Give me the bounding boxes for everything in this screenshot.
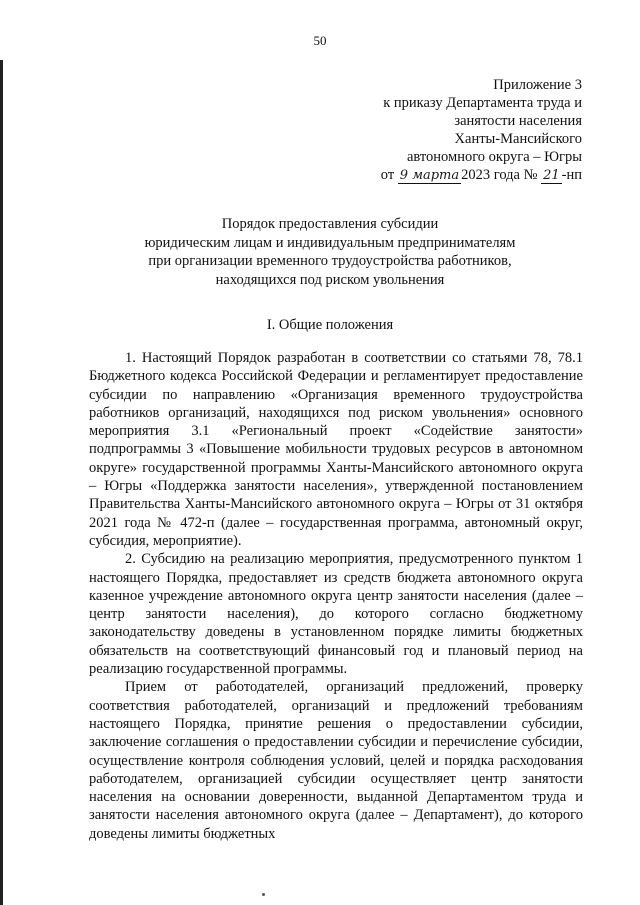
date-suffix: 2023 года № — [461, 167, 538, 183]
number-suffix: -нп — [561, 167, 582, 183]
section-title: I. Общие положения — [266, 317, 394, 333]
appendix-line: Приложение 3 — [493, 77, 582, 93]
appendix-date-line — [282, 166, 582, 184]
title-line: Порядок предоставления субсидии — [221, 216, 439, 232]
title-line: юридическим лицам и индивидуальным предпринимателям — [144, 234, 516, 251]
scan-left-edge — [0, 60, 3, 905]
paragraph-2: 2. Субсидию на реализацию мероприятия, предусмотренного пунктом 1 настоящего Порядка, предоставляет из средств бюджета автономного округа казенное учреждение автономного округа центр занятости населения (далее – центр занятости населения), до которого согласно бюджетному законодательству доведены в установленном порядке лимиты бюджетных обязательств на соответствующий финансовый год и плановый период на реализацию государственной программы. — [89, 551, 583, 678]
appendix-header — [282, 76, 582, 184]
scan-dust-mark — [262, 893, 265, 896]
title-line: находящихся под риском увольнения — [215, 271, 445, 288]
appendix-line: Ханты-Мансийского — [454, 131, 582, 147]
title-line: при организации временного трудоустройства работников, — [148, 253, 512, 269]
handwritten-date: 9 марта — [399, 168, 460, 183]
paragraph-3: Прием от работодателей, организаций предложений, проверку соответствия работодателей, организаций и предложений требованиям настоящего Порядка, принятие решения о предоставлении субсидии, заключение соглашения о предоставлении субсидии и перечисление субсидии, осуществление контроля соблюдения условий, целей и порядка расходования работодателем, организацией субсидии осуществляет центр занятости населения на основании доверенности, выданной Департаментом труда и занятости населения автономного округа (далее – Департамент), до которого доведены лимиты бюджетных — [89, 679, 583, 842]
document-title — [60, 215, 600, 289]
document-body — [89, 349, 583, 843]
paragraph-1: 1. Настоящий Порядок разработан в соответствии со статьями 78, 78.1 Бюджетного кодекса Российской Федерации и регламентирует предоставление субсидии по направлению «Организация временного трудоустройства работников организаций, находящихся под риском увольнения» основного мероприятия 3.1 «Региональный проект «Содействие занятости» подпрограммы 3 «Повышение мобильности трудовых ресурсов в автономном округе» государственной программы Ханты-Мансийского автономного округа – Югры «Поддержка занятости населения», утвержденной постановлением Правительства Ханты-Мансийского автономного округа – Югры от 31 октября 2021 года № 472-п (далее – государственная программа, автономный округ, субсидия, мероприятие). — [89, 350, 583, 549]
date-prefix: от — [380, 167, 395, 183]
appendix-line: к приказу Департамента труда и — [383, 95, 582, 111]
handwritten-number: 21 — [543, 168, 560, 183]
appendix-line: занятости населения — [454, 113, 582, 129]
page-number: 50 — [313, 33, 327, 48]
appendix-line: автономного округа – Югры — [406, 149, 582, 165]
